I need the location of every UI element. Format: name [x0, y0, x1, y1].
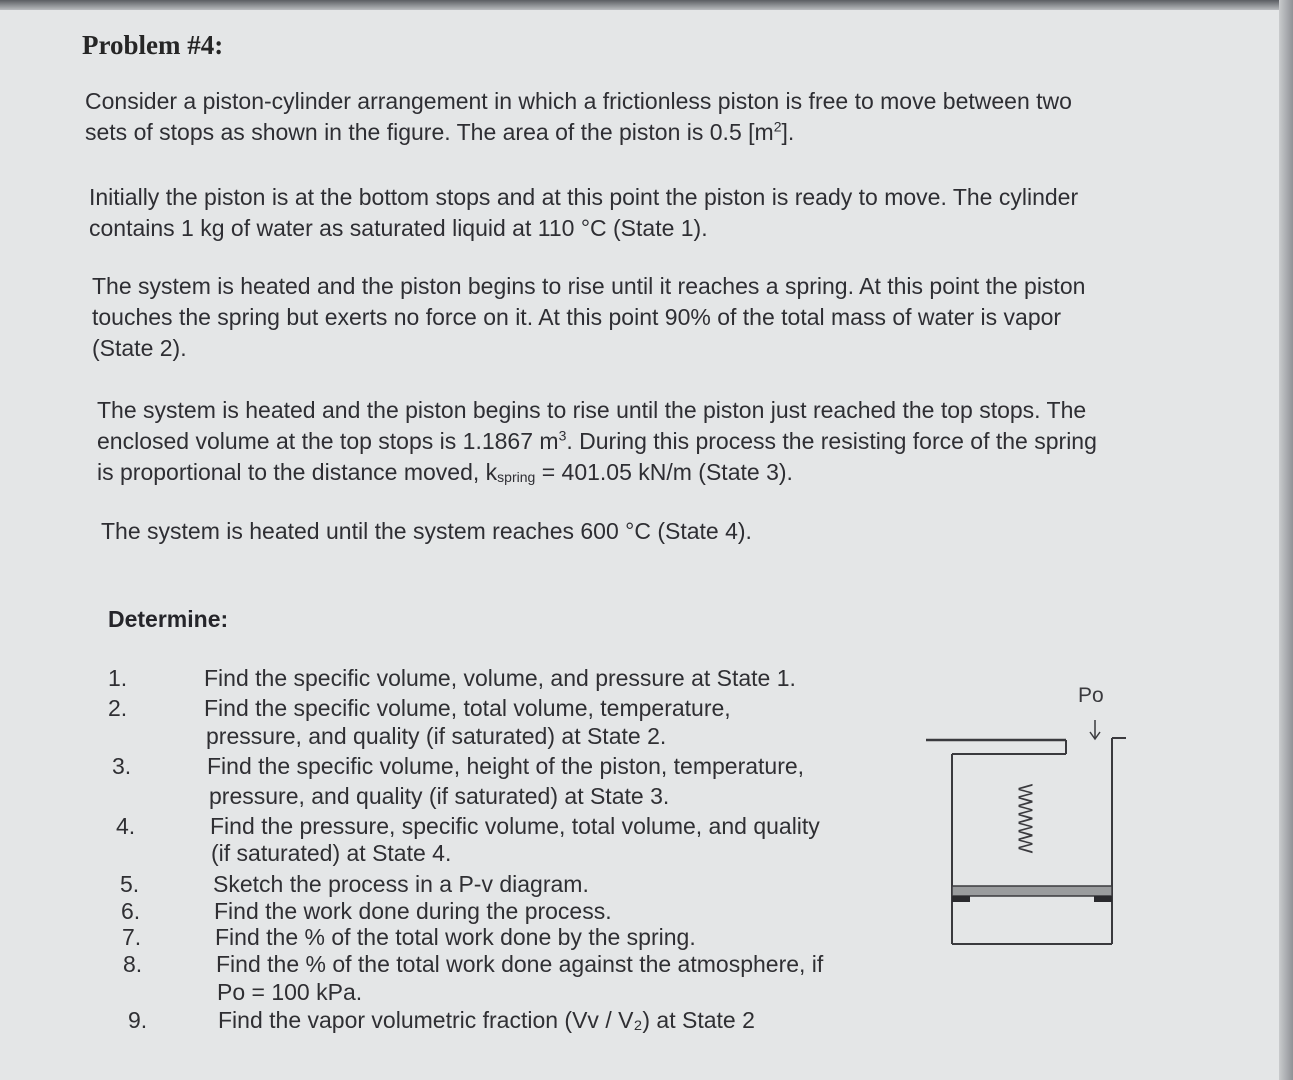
po-label: Po — [1078, 684, 1104, 707]
paragraph-line: enclosed volume at the top stops is 1.1867 $m^3$. During this process the resisting force of the spring — [97, 427, 1097, 454]
paragraph-line: contains 1 kg of water as saturated liquid at 110 °C (State 1). — [89, 215, 708, 241]
item-text: Find the specific volume, volume, and pressure at State 1. — [204, 665, 796, 691]
item-number: 9. — [128, 1007, 148, 1033]
paragraph-state2 — [92, 271, 1192, 364]
paragraph-line: Initially the piston is at the bottom stops and at this point the piston is ready to move. The cylinder — [89, 184, 1079, 210]
item-text: Find the vapor volumetric fraction (Vv / V₂) at State 2 — [218, 1007, 755, 1033]
item-text: Find the specific volume, total volume, temperature, — [204, 695, 731, 721]
item-number: 6. — [121, 898, 141, 924]
item-text: Find the % of the total work done by the spring. — [215, 924, 696, 950]
item-number: 1. — [108, 665, 128, 691]
monitor-bezel-top — [0, 0, 1293, 10]
item-text: Find the pressure, specific volume, total volume, and quality — [210, 813, 820, 839]
paragraph-state1 — [89, 182, 1194, 244]
item-number: 3. — [112, 753, 132, 779]
item-number: 5. — [120, 871, 140, 897]
paragraph-line: (State 2). — [92, 335, 187, 361]
item-number: 7. — [122, 924, 142, 950]
item-text: Find the work done during the process. — [214, 898, 612, 924]
paragraph-line: touches the spring but exerts no force on it. At this point 90% of the total mass of water is vapor — [92, 304, 1062, 330]
item-number: 8. — [123, 951, 143, 977]
paragraph-line: sets of stops as shown in the figure. The area of the piston is 0.5 $[m^2]$. — [85, 118, 795, 145]
bottom-stop-right — [1094, 896, 1112, 902]
paragraph-line: The system is heated and the piston begins to rise until it reaches a spring. At this point the piston — [92, 273, 1086, 299]
paragraph-line: is proportional to the distance moved, $k_{spring} = 401.05$ kN/m (State 3). — [97, 459, 793, 485]
item-text: Po = 100 kPa. — [217, 979, 363, 1005]
paragraph-line: Consider a piston-cylinder arrangement in which a frictionless piston is free to move between two — [85, 88, 1072, 114]
piston — [952, 886, 1112, 896]
determine-heading: Determine: — [108, 606, 229, 632]
item-text: Find the % of the total work done against the atmosphere, if — [216, 951, 824, 977]
item-text: Find the specific volume, height of the piston, temperature, — [207, 753, 805, 779]
paragraph-state3 — [97, 395, 1187, 493]
item-text: Sketch the process in a P-v diagram. — [213, 871, 589, 897]
paragraph-line: The system is heated and the piston begins to rise until the piston just reached the top stops. The — [97, 397, 1087, 423]
problem-title: Problem #4: — [82, 30, 224, 60]
item-number: 2. — [108, 695, 128, 721]
spring: WWWW — [1013, 783, 1036, 852]
paragraph-setup — [85, 86, 1195, 148]
piston-cylinder-figure — [922, 676, 1142, 956]
item-text: pressure, and quality (if saturated) at State 2. — [206, 723, 667, 749]
item-number: 4. — [116, 813, 136, 839]
bottom-stop-left — [952, 896, 970, 902]
paragraph-state4: The system is heated until the system reaches 600 °C (State 4). — [101, 518, 752, 544]
monitor-bezel-right — [1279, 0, 1293, 1080]
item-text: (if saturated) at State 4. — [211, 840, 452, 866]
item-text: pressure, and quality (if saturated) at State 3. — [209, 783, 670, 809]
